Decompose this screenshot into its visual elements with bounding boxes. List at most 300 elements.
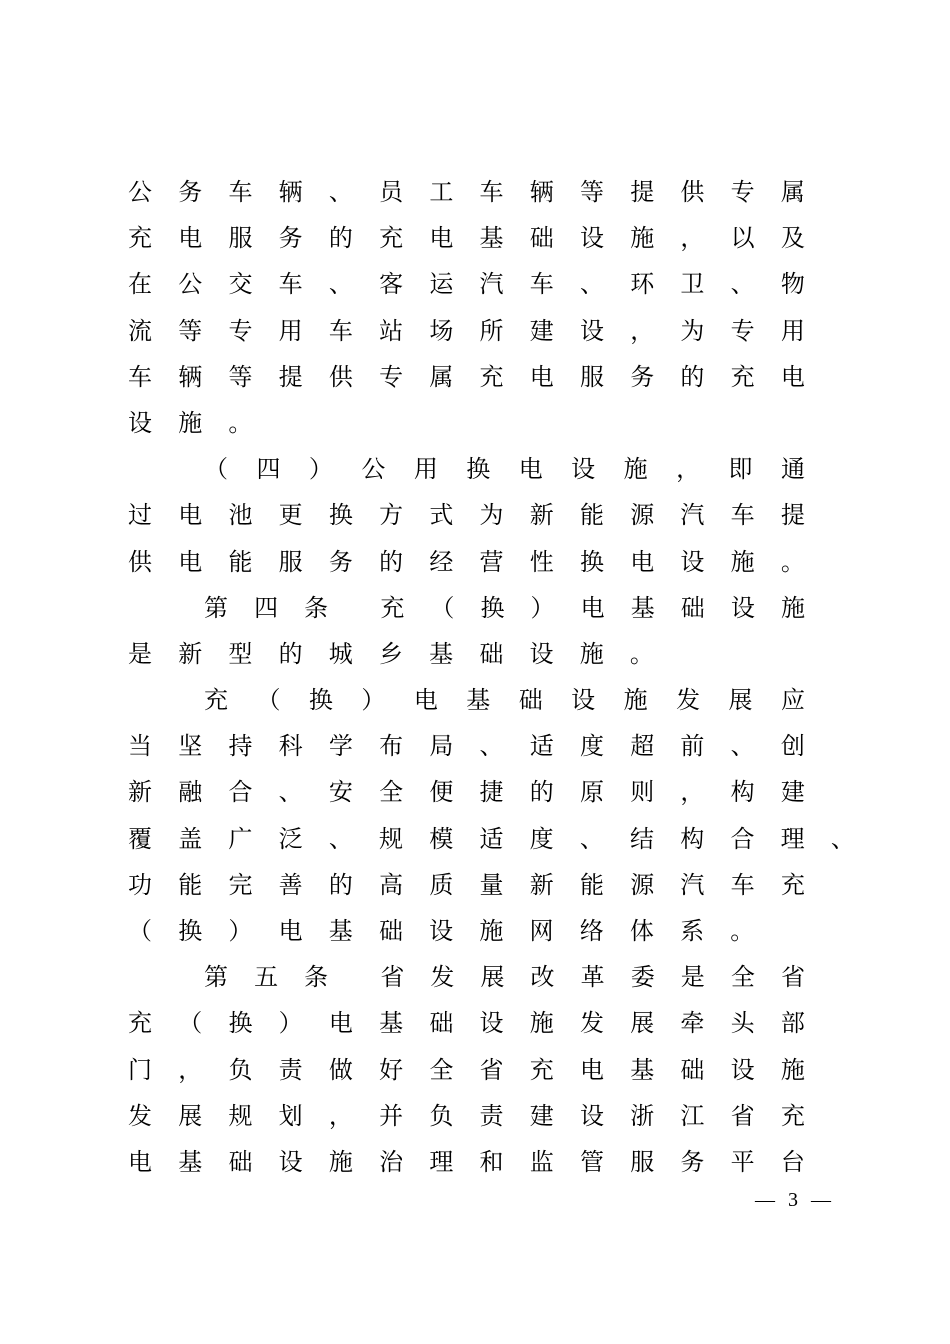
char: 责 (479, 1101, 504, 1130)
char: 局 (429, 732, 454, 761)
char: 充 (379, 224, 404, 253)
char: 等 (178, 316, 203, 345)
char: 站 (379, 316, 404, 345)
char: 设 (579, 316, 604, 345)
char: 、 (328, 270, 353, 299)
char: 安 (328, 778, 353, 807)
text-line (128, 261, 805, 307)
char: 理 (429, 1147, 454, 1176)
char: 场 (429, 316, 454, 345)
char: 环 (630, 270, 655, 299)
char: 规 (379, 824, 404, 853)
char: 属 (780, 178, 805, 206)
char: 施 (780, 1055, 805, 1084)
char: 系 (680, 917, 705, 945)
char: 发 (676, 686, 701, 715)
char: 施 (730, 547, 755, 576)
char: 汽 (680, 870, 705, 899)
char: 发 (128, 1101, 152, 1130)
char: 全 (429, 1055, 454, 1084)
char: 属 (429, 362, 454, 391)
char: 施 (623, 686, 648, 715)
char: 善 (278, 870, 303, 899)
char: 省 (730, 1101, 755, 1130)
char: 建 (780, 778, 805, 807)
char: 的 (328, 870, 353, 899)
char: 四 (254, 593, 279, 622)
char: 换 (308, 686, 333, 715)
char: 乡 (378, 639, 403, 668)
char: 。 (629, 639, 654, 668)
char: 浙 (630, 1101, 655, 1130)
char: 务 (680, 1147, 705, 1176)
char: 充 (128, 224, 152, 253)
char: 施 (579, 639, 604, 668)
char: 充 (529, 1055, 554, 1084)
char: 头 (730, 1009, 755, 1038)
char: 础 (378, 917, 403, 945)
char: 部 (780, 1009, 805, 1038)
char: 施 (178, 408, 203, 437)
char: 服 (228, 224, 253, 253)
char: 换 (480, 593, 505, 622)
char: 城 (328, 639, 353, 668)
char: （ (256, 686, 281, 715)
char: 务 (328, 547, 353, 576)
char: 革 (580, 963, 605, 992)
char: 度 (529, 824, 554, 853)
char: 的 (328, 224, 353, 253)
char: 服 (630, 1147, 655, 1176)
char: 换 (178, 917, 203, 945)
char: 电 (178, 224, 203, 253)
page-number: — 3 — (755, 1189, 835, 1211)
char: 电 (529, 362, 554, 391)
char: ， (328, 1101, 353, 1130)
char: ， (680, 224, 705, 253)
char: 式 (429, 501, 454, 530)
char: 设 (730, 1055, 755, 1084)
text-line (128, 308, 805, 354)
text-line (128, 492, 805, 538)
char: 设 (128, 408, 152, 437)
char: 设 (529, 639, 554, 668)
char: 充 (780, 870, 805, 899)
char: 换 (579, 547, 604, 576)
char: 电 (780, 362, 805, 391)
char: 用 (413, 455, 438, 484)
char: 础 (680, 593, 705, 622)
char: 客 (379, 270, 404, 299)
char: 础 (518, 686, 543, 715)
char: 广 (228, 824, 253, 853)
char: 基 (479, 224, 504, 253)
char: 充 (730, 362, 755, 391)
char: 基 (429, 639, 454, 668)
char: 电 (413, 686, 438, 715)
char: 卫 (680, 270, 705, 299)
text-line (128, 862, 805, 908)
article-heading-line (204, 954, 805, 1000)
char: 施 (328, 1147, 353, 1176)
char: 电 (630, 547, 655, 576)
char: 换 (228, 1009, 253, 1038)
char: 四 (256, 455, 281, 484)
char: 则 (630, 778, 655, 807)
char: 型 (228, 639, 253, 668)
char: 新 (178, 639, 203, 668)
char: ， (630, 316, 655, 345)
char: 车 (529, 270, 554, 299)
paragraph (0, 585, 950, 677)
char: 、 (730, 270, 755, 299)
text-line (128, 169, 805, 215)
char: ） (308, 455, 333, 484)
char: 泛 (278, 824, 303, 853)
char: 所 (479, 316, 504, 345)
char: 辆 (178, 362, 203, 391)
char: 和 (479, 1147, 504, 1176)
char: 车 (278, 270, 303, 299)
char: 基 (379, 1009, 404, 1038)
char: 融 (178, 778, 203, 807)
char: 辆 (278, 178, 303, 206)
char: 能 (579, 870, 604, 899)
char: 适 (479, 824, 504, 853)
char: 覆 (128, 824, 152, 853)
char: 质 (429, 870, 454, 899)
char: 省 (479, 1055, 504, 1084)
char: 车 (479, 178, 504, 206)
char: 供 (680, 178, 705, 206)
char: （ (178, 1009, 203, 1038)
char: 便 (429, 778, 454, 807)
char: 适 (529, 732, 554, 761)
char: 台 (780, 1147, 805, 1176)
char: 、 (278, 778, 303, 807)
char: 等 (579, 178, 604, 206)
char: 电 (580, 593, 605, 622)
char: 提 (630, 178, 655, 206)
char: 充 (380, 593, 405, 622)
char: 能 (228, 547, 253, 576)
text-line (128, 769, 805, 815)
char: 的 (278, 639, 303, 668)
char: 。 (228, 408, 253, 437)
char: 汽 (680, 501, 705, 530)
char: 结 (630, 824, 655, 853)
char: 基 (630, 593, 655, 622)
char: 基 (630, 1055, 655, 1084)
char: 建 (529, 1101, 554, 1130)
text-line (128, 215, 805, 261)
char: 展 (178, 1101, 203, 1130)
char: 。 (730, 917, 755, 945)
char: 供 (328, 362, 353, 391)
char: 络 (579, 917, 604, 945)
char: 五 (254, 963, 279, 992)
char: ， (178, 1055, 203, 1084)
text-line (204, 677, 805, 723)
char: 专 (379, 362, 404, 391)
char: 的 (379, 547, 404, 576)
char: 合 (730, 824, 755, 853)
char: （ (128, 917, 152, 945)
char: 车 (730, 501, 755, 530)
char: 管 (579, 1147, 604, 1176)
char: 创 (780, 732, 805, 761)
char: 江 (680, 1101, 705, 1130)
char: 流 (128, 316, 152, 345)
char: 电 (278, 917, 303, 945)
char: 用 (278, 316, 303, 345)
char: ） (361, 686, 386, 715)
char: 施 (630, 224, 655, 253)
char: 理 (780, 824, 805, 853)
char: 改 (530, 963, 555, 992)
char: 础 (479, 639, 504, 668)
char: 建 (529, 316, 554, 345)
char: 、 (328, 824, 353, 853)
char: （ (204, 455, 228, 484)
char: 的 (529, 778, 554, 807)
char: 专 (228, 316, 253, 345)
body-text (0, 169, 950, 1185)
char: 为 (680, 316, 705, 345)
char: 过 (128, 501, 152, 530)
char: 持 (228, 732, 253, 761)
char: 提 (278, 362, 303, 391)
char: 电 (518, 455, 543, 484)
char: 充 (204, 686, 228, 715)
article-heading-line (204, 585, 805, 631)
char: 以 (730, 224, 755, 253)
char: 物 (780, 270, 805, 299)
char: 盖 (178, 824, 203, 853)
char: 源 (630, 870, 655, 899)
char: 交 (228, 270, 253, 299)
char: 设 (571, 686, 596, 715)
char: 门 (128, 1055, 152, 1084)
char: 合 (228, 778, 253, 807)
char: 、 (830, 824, 855, 853)
char: 第 (204, 963, 228, 992)
char: 电 (328, 1009, 353, 1038)
char: 学 (328, 732, 353, 761)
char: ） (278, 1009, 303, 1038)
char: 展 (630, 1009, 655, 1038)
char: ， (680, 778, 705, 807)
char: 能 (178, 870, 203, 899)
text-line (128, 1047, 805, 1093)
char: 完 (228, 870, 253, 899)
char: 构 (730, 778, 755, 807)
char: 公 (128, 178, 152, 206)
char: 坚 (178, 732, 203, 761)
char: 。 (780, 547, 805, 576)
text-line (128, 400, 950, 446)
char: 原 (579, 778, 604, 807)
char: 捷 (479, 778, 504, 807)
text-line (128, 1000, 805, 1046)
char: 运 (429, 270, 454, 299)
char: 电 (429, 224, 454, 253)
char: 平 (730, 1147, 755, 1176)
char: 并 (379, 1101, 404, 1130)
text-line (128, 816, 855, 862)
char: 设 (429, 917, 454, 945)
char: 发 (430, 963, 455, 992)
char: 设 (579, 1101, 604, 1130)
char: 员 (379, 178, 404, 206)
char: 务 (278, 224, 303, 253)
char: 模 (429, 824, 454, 853)
char: 负 (228, 1055, 253, 1084)
char: 电 (178, 547, 203, 576)
char: ） (228, 917, 253, 945)
char: 等 (228, 362, 253, 391)
char: 体 (629, 917, 654, 945)
text-line (128, 631, 950, 677)
char: 新 (128, 778, 152, 807)
char: 务 (178, 178, 203, 206)
char: 车 (128, 362, 152, 391)
char: 新 (529, 501, 554, 530)
char: （ (430, 593, 455, 622)
char: 换 (328, 501, 353, 530)
char: 当 (128, 732, 152, 761)
text-line (128, 908, 950, 954)
char: 规 (228, 1101, 253, 1130)
char: 础 (228, 1147, 253, 1176)
char: 基 (178, 1147, 203, 1176)
char: 基 (466, 686, 491, 715)
char: 施 (479, 917, 504, 945)
char: 础 (429, 1009, 454, 1038)
char: 牵 (680, 1009, 705, 1038)
paragraph (0, 446, 950, 585)
text-line (128, 354, 805, 400)
char: 条 (304, 963, 329, 992)
char: 展 (480, 963, 505, 992)
char: 及 (780, 224, 805, 253)
char: 为 (479, 501, 504, 530)
char: 设 (278, 1147, 303, 1176)
char: 设 (579, 224, 604, 253)
char: 施 (780, 593, 805, 622)
char: 量 (479, 870, 504, 899)
char: 、 (479, 732, 504, 761)
char: 第 (204, 593, 228, 622)
char: 网 (529, 917, 554, 945)
char: 功 (128, 870, 152, 899)
text-line (128, 1139, 805, 1185)
char: 的 (680, 362, 705, 391)
char: 委 (630, 963, 655, 992)
char: 通 (780, 455, 805, 484)
char: 构 (680, 824, 705, 853)
char: 设 (479, 1009, 504, 1038)
char: 设 (680, 547, 705, 576)
char: 专 (730, 178, 755, 206)
char: 好 (379, 1055, 404, 1084)
char: 高 (379, 870, 404, 899)
char: 、 (328, 178, 353, 206)
text-line (128, 723, 805, 769)
char: 方 (379, 501, 404, 530)
char: 供 (128, 547, 152, 576)
char: 更 (278, 501, 303, 530)
char: 设 (571, 455, 596, 484)
char: 务 (630, 362, 655, 391)
char: 、 (579, 824, 604, 853)
char: 础 (680, 1055, 705, 1084)
char: 充 (479, 362, 504, 391)
char: ） (530, 593, 555, 622)
char: 治 (379, 1147, 404, 1176)
char: 换 (466, 455, 491, 484)
char: 施 (623, 455, 648, 484)
char: 电 (579, 1055, 604, 1084)
char: 基 (328, 917, 353, 945)
char: 充 (128, 1009, 152, 1038)
char: 即 (728, 455, 753, 484)
char: 划 (278, 1101, 303, 1130)
char: 科 (278, 732, 303, 761)
char: 营 (479, 547, 504, 576)
char: 在 (128, 270, 152, 299)
char: 电 (178, 501, 203, 530)
char: 电 (128, 1147, 152, 1176)
char: 性 (529, 547, 554, 576)
char: 专 (730, 316, 755, 345)
char: 做 (328, 1055, 353, 1084)
char: 能 (579, 501, 604, 530)
char: 服 (579, 362, 604, 391)
paragraph (0, 954, 950, 1185)
char: 前 (680, 732, 705, 761)
char: 全 (730, 963, 755, 992)
char: 车 (228, 178, 253, 206)
char: 超 (630, 732, 655, 761)
char: 负 (429, 1101, 454, 1130)
char: 池 (228, 501, 253, 530)
char: 新 (529, 870, 554, 899)
char: 础 (529, 224, 554, 253)
char: 施 (529, 1009, 554, 1038)
char: 省 (380, 963, 405, 992)
text-line (128, 539, 805, 585)
char: 提 (780, 501, 805, 530)
char: 设 (730, 593, 755, 622)
char: 车 (730, 870, 755, 899)
char: 公 (178, 270, 203, 299)
char: 是 (128, 639, 152, 668)
char: 汽 (479, 270, 504, 299)
char: 发 (579, 1009, 604, 1038)
char: 条 (304, 593, 329, 622)
char: 充 (780, 1101, 805, 1130)
char: 、 (579, 270, 604, 299)
char: 度 (579, 732, 604, 761)
char: 用 (780, 316, 805, 345)
char: ， (676, 455, 701, 484)
char: 展 (728, 686, 753, 715)
char: 公 (361, 455, 386, 484)
char: 是 (680, 963, 705, 992)
char: 省 (780, 963, 805, 992)
char: 经 (429, 547, 454, 576)
